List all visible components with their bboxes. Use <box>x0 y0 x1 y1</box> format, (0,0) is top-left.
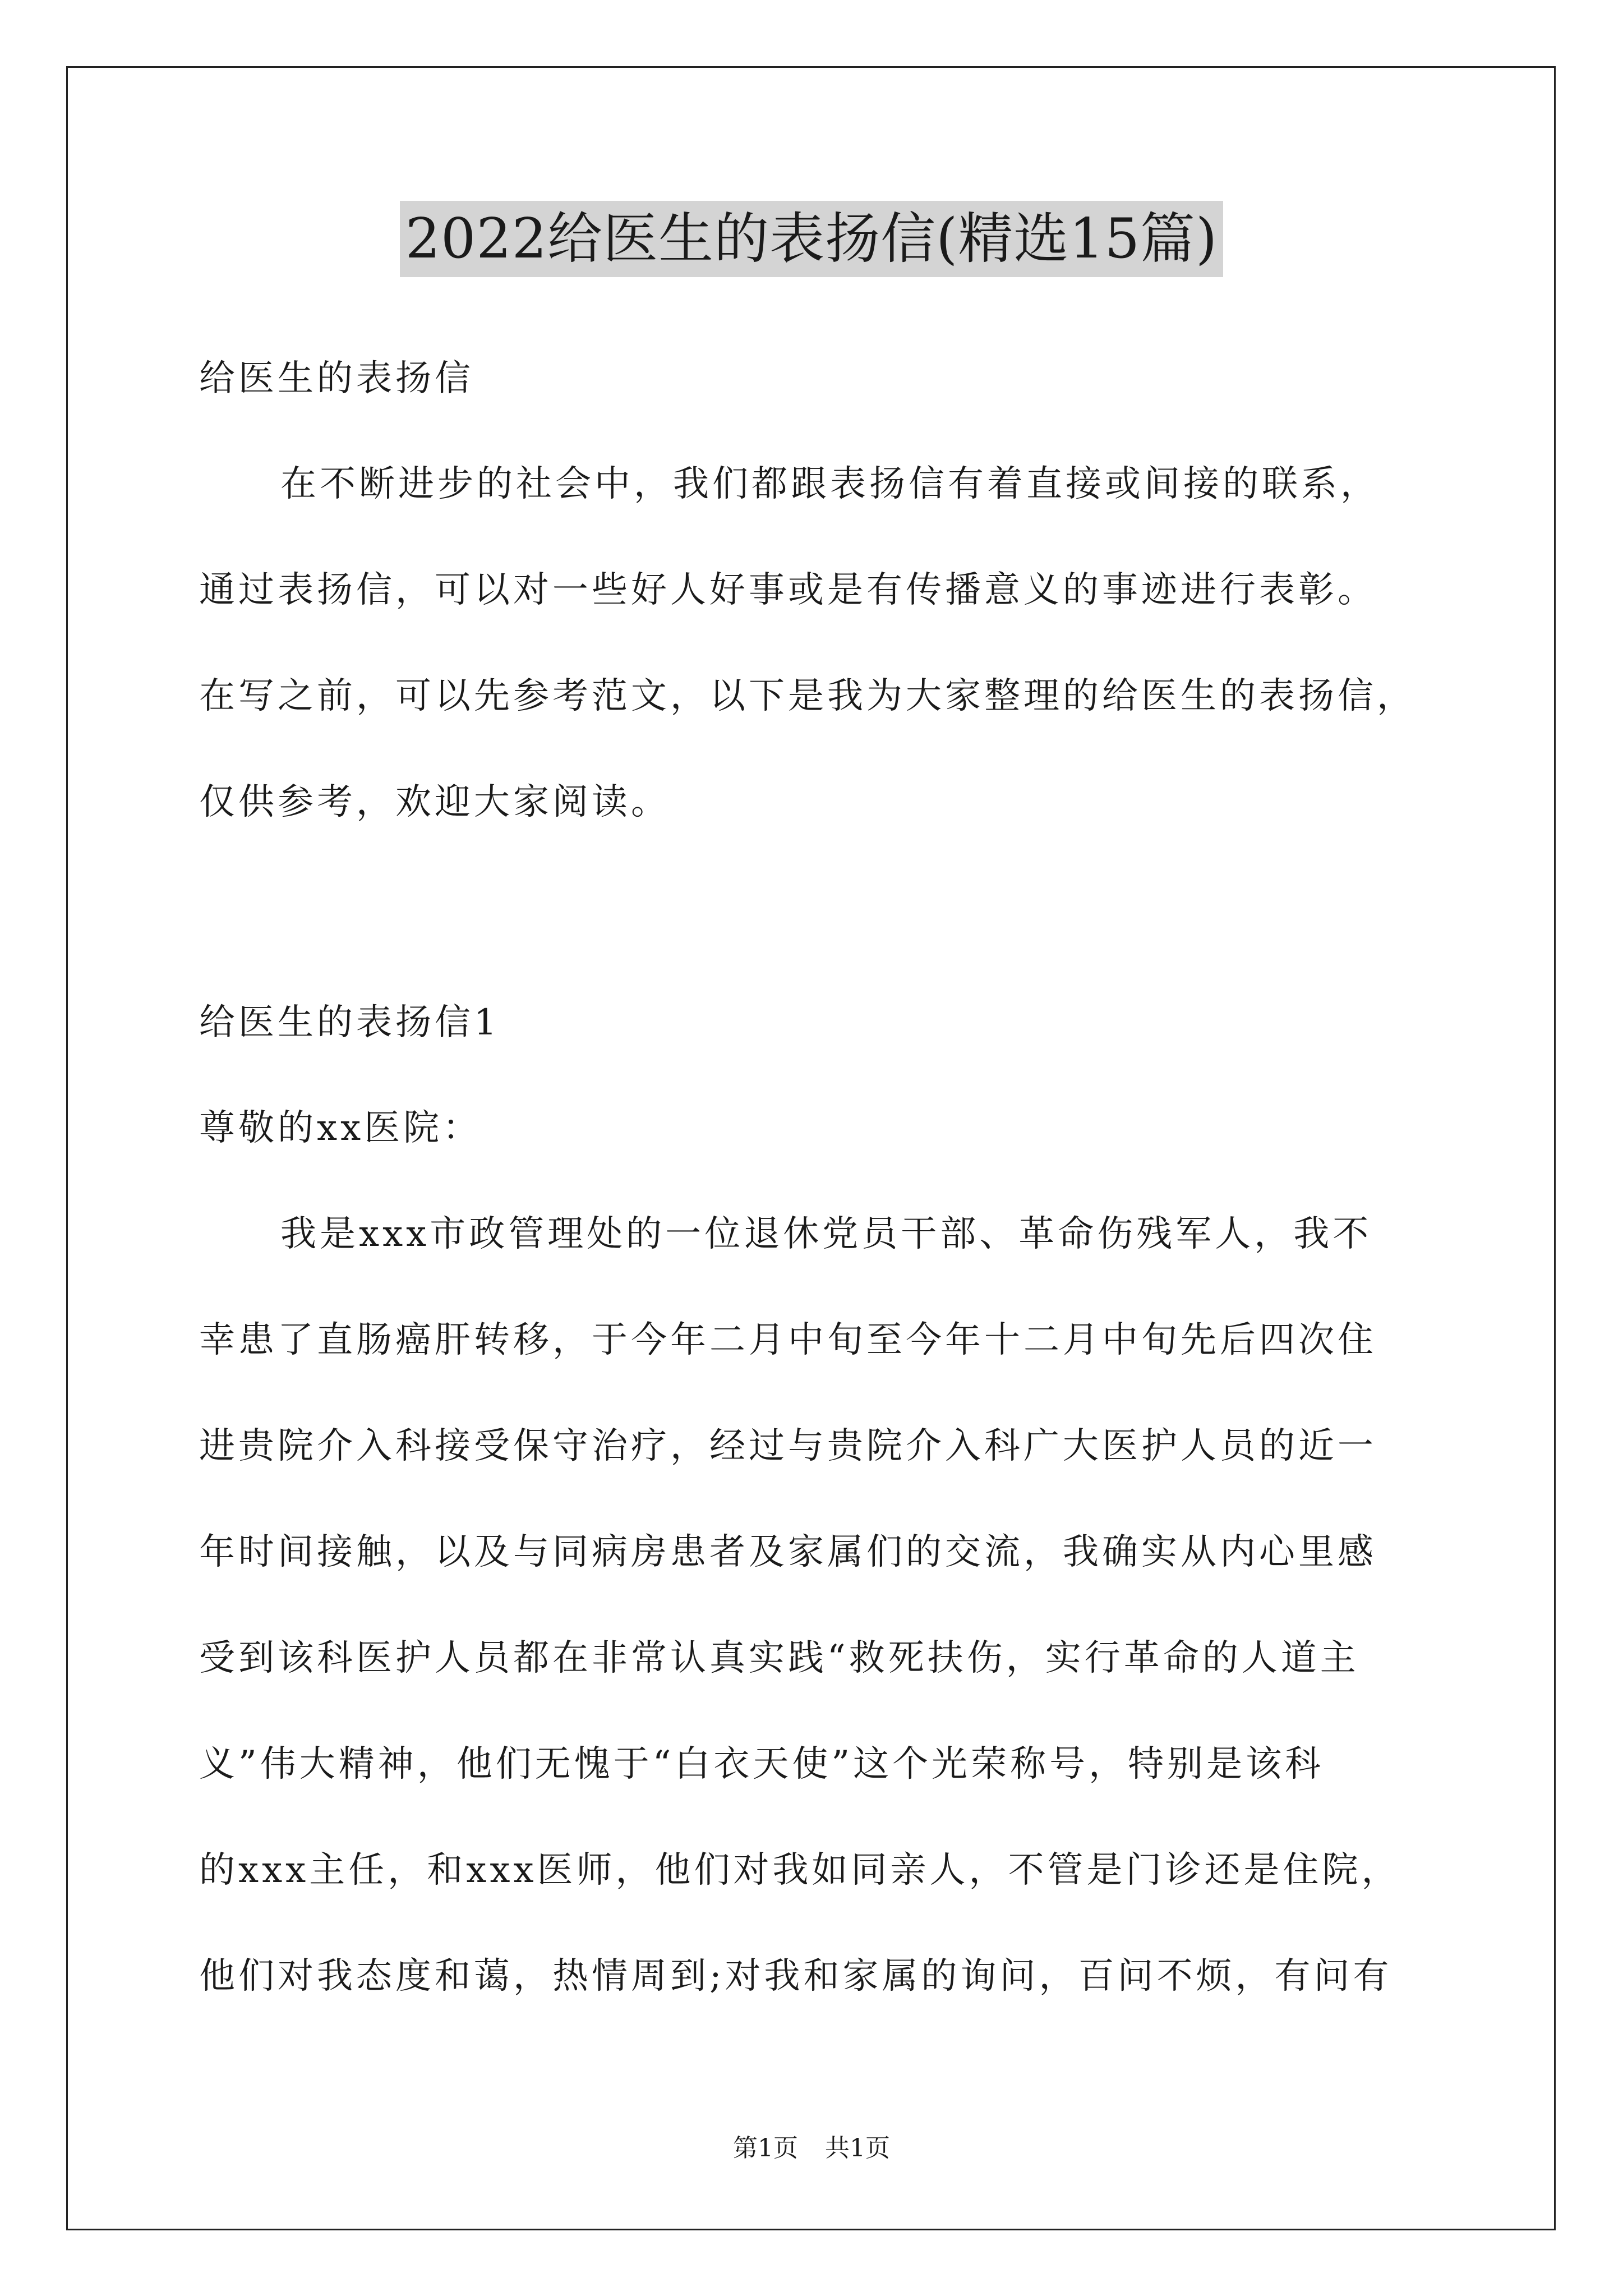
letter1-line-3: 进贵院介入科接受保守治疗，经过与贵院介入科广大医护人员的近一 <box>199 1425 1377 1467</box>
letter1-line-6: 义”伟大精神，他们无愧于“白衣天使”这个光荣称号，特别是该科 <box>199 1743 1325 1785</box>
document-title: 2022给医生的表扬信(精选15篇) <box>400 201 1224 277</box>
intro-line-3: 在写之前，可以先参考范文，以下是我为大家整理的给医生的表扬信， <box>199 675 1416 717</box>
title-container <box>0 201 1623 277</box>
intro-line-1: 在不断进步的社会中，我们都跟表扬信有着直接或间接的联系， <box>280 463 1380 505</box>
letter1-heading: 给医生的表扬信1 <box>199 1002 500 1043</box>
intro-line-4: 仅供参考，欢迎大家阅读。 <box>199 781 670 823</box>
letter1-line-8: 他们对我态度和蔼，热情周到;对我和家属的询问，百问不烦，有问有 <box>199 1955 1393 1997</box>
letter1-line-2: 幸患了直肠癌肝转移，于今年二月中旬至今年十二月中旬先后四次住 <box>199 1319 1377 1361</box>
intro-heading: 给医生的表扬信 <box>199 358 474 399</box>
letter1-line-7: 的xxx主任，和xxx医师，他们对我如同亲人，不管是门诊还是住院， <box>199 1849 1401 1891</box>
page-number: 第1页 <box>733 2134 798 2162</box>
letter1-line-5: 受到该科医护人员都在非常认真实践“救死扶伤，实行革命的人道主 <box>199 1637 1359 1679</box>
page-total: 共1页 <box>825 2134 890 2162</box>
letter1-salutation: 尊敬的xx医院： <box>199 1107 482 1149</box>
letter1-line-4: 年时间接触，以及与同病房患者及家属们的交流，我确实从内心里感 <box>199 1531 1377 1573</box>
letter1-line-1: 我是xxx市政管理处的一位退休党员干部、革命伤残军人，我不 <box>280 1213 1372 1255</box>
page-footer <box>0 2132 1623 2165</box>
intro-line-2: 通过表扬信，可以对一些好人好事或是有传播意义的事迹进行表彰。 <box>199 569 1377 611</box>
